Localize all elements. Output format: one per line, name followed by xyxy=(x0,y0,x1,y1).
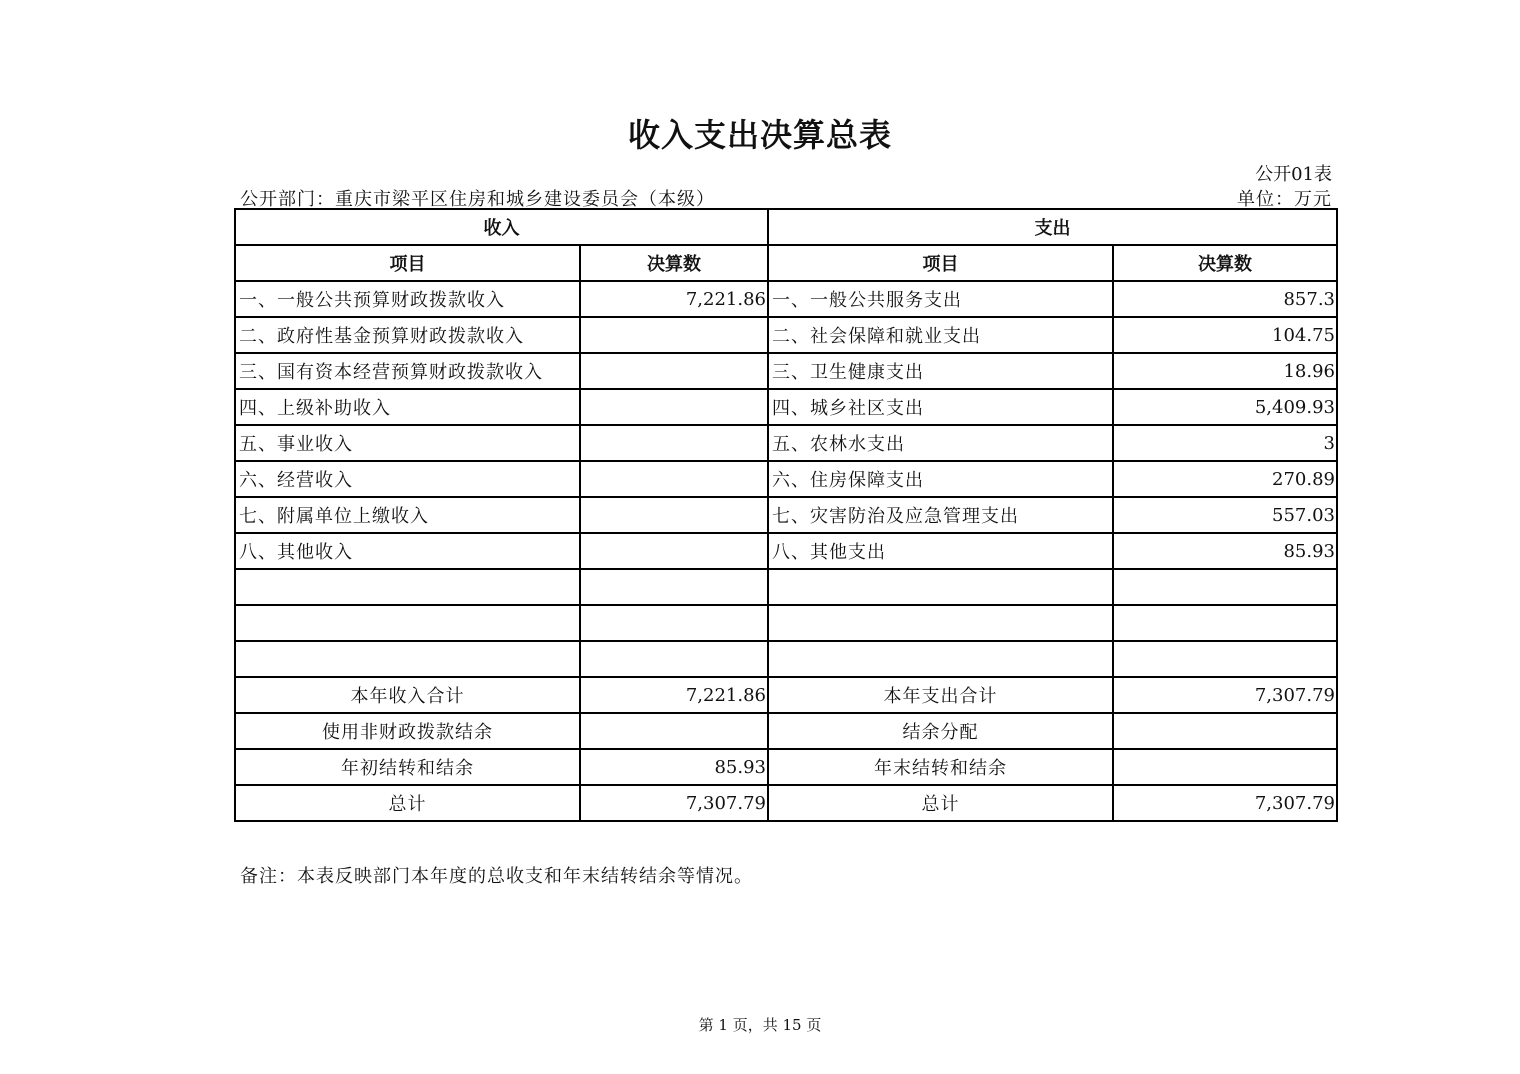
income-amount: 7,221.86 xyxy=(580,281,768,317)
summary-row xyxy=(235,677,1337,713)
balance-distribution-amount xyxy=(1113,713,1337,749)
expense-grand-total-label: 总计 xyxy=(768,785,1113,821)
expense-item: 六、住房保障支出 xyxy=(768,461,1113,497)
expense-amount xyxy=(1113,605,1337,641)
unit-label: 单位：万元 xyxy=(1237,189,1332,210)
expense-amount: 18.96 xyxy=(1113,353,1337,389)
income-amount xyxy=(580,533,768,569)
income-item: 五、事业收入 xyxy=(235,425,580,461)
expense-amount xyxy=(1113,569,1337,605)
expense-section-header: 支出 xyxy=(768,209,1337,245)
section-header-row xyxy=(235,209,1337,245)
income-item-header: 项目 xyxy=(235,245,580,281)
expense-grand-total-amount: 7,307.79 xyxy=(1113,785,1337,821)
income-grand-total-label: 总计 xyxy=(235,785,580,821)
page-title: 收入支出决算总表 xyxy=(627,116,892,154)
table-row xyxy=(235,461,1337,497)
income-amount xyxy=(580,605,768,641)
expense-amount: 270.89 xyxy=(1113,461,1337,497)
income-item: 一、一般公共预算财政拨款收入 xyxy=(235,281,580,317)
table-row xyxy=(235,317,1337,353)
department-label: 公开部门：重庆市梁平区住房和城乡建设委员会（本级） xyxy=(240,189,715,210)
expense-amount-header: 决算数 xyxy=(1113,245,1337,281)
expense-item: 三、卫生健康支出 xyxy=(768,353,1113,389)
expense-item: 七、灾害防治及应急管理支出 xyxy=(768,497,1113,533)
table-row xyxy=(235,353,1337,389)
income-amount xyxy=(580,317,768,353)
income-item xyxy=(235,641,580,677)
expense-item-header: 项目 xyxy=(768,245,1113,281)
income-total-amount: 7,221.86 xyxy=(580,677,768,713)
column-header-row xyxy=(235,245,1337,281)
table-row xyxy=(235,281,1337,317)
income-amount xyxy=(580,353,768,389)
non-fiscal-balance-label: 使用非财政拨款结余 xyxy=(235,713,580,749)
page-indicator: 第 1 页，共 15 页 xyxy=(698,1016,822,1034)
income-item: 二、政府性基金预算财政拨款收入 xyxy=(235,317,580,353)
income-item xyxy=(235,569,580,605)
table-note: 备注：本表反映部门本年度的总收支和年末结转结余等情况。 xyxy=(240,866,753,887)
expense-amount: 3 xyxy=(1113,425,1337,461)
expense-total-label: 本年支出合计 xyxy=(768,677,1113,713)
summary-row xyxy=(235,713,1337,749)
income-amount xyxy=(580,389,768,425)
income-amount-header: 决算数 xyxy=(580,245,768,281)
table-row xyxy=(235,533,1337,569)
income-grand-total-amount: 7,307.79 xyxy=(580,785,768,821)
expense-amount: 857.3 xyxy=(1113,281,1337,317)
balance-distribution-label: 结余分配 xyxy=(768,713,1113,749)
income-amount xyxy=(580,641,768,677)
expense-item xyxy=(768,605,1113,641)
expense-item xyxy=(768,641,1113,677)
form-number: 公开01表 xyxy=(1255,164,1332,185)
table-row xyxy=(235,641,1337,677)
opening-balance-amount: 85.93 xyxy=(580,749,768,785)
expense-item: 二、社会保障和就业支出 xyxy=(768,317,1113,353)
income-expense-table xyxy=(234,208,1338,822)
summary-row xyxy=(235,749,1337,785)
expense-item: 四、城乡社区支出 xyxy=(768,389,1113,425)
income-item: 四、上级补助收入 xyxy=(235,389,580,425)
income-item: 三、国有资本经营预算财政拨款收入 xyxy=(235,353,580,389)
expense-amount xyxy=(1113,641,1337,677)
table-row xyxy=(235,425,1337,461)
non-fiscal-balance-amount xyxy=(580,713,768,749)
expense-amount: 5,409.93 xyxy=(1113,389,1337,425)
income-section-header: 收入 xyxy=(235,209,768,245)
income-item: 七、附属单位上缴收入 xyxy=(235,497,580,533)
expense-total-amount: 7,307.79 xyxy=(1113,677,1337,713)
summary-row xyxy=(235,785,1337,821)
expense-amount: 557.03 xyxy=(1113,497,1337,533)
expense-item: 五、农林水支出 xyxy=(768,425,1113,461)
expense-amount: 85.93 xyxy=(1113,533,1337,569)
income-total-label: 本年收入合计 xyxy=(235,677,580,713)
opening-balance-label: 年初结转和结余 xyxy=(235,749,580,785)
income-amount xyxy=(580,497,768,533)
table-row xyxy=(235,497,1337,533)
income-amount xyxy=(580,461,768,497)
table-row xyxy=(235,605,1337,641)
expense-item: 八、其他支出 xyxy=(768,533,1113,569)
income-amount xyxy=(580,569,768,605)
expense-item xyxy=(768,569,1113,605)
income-amount xyxy=(580,425,768,461)
expense-item: 一、一般公共服务支出 xyxy=(768,281,1113,317)
table-row xyxy=(235,389,1337,425)
income-item xyxy=(235,605,580,641)
table-row xyxy=(235,569,1337,605)
closing-balance-amount xyxy=(1113,749,1337,785)
closing-balance-label: 年末结转和结余 xyxy=(768,749,1113,785)
income-item: 六、经营收入 xyxy=(235,461,580,497)
income-item: 八、其他收入 xyxy=(235,533,580,569)
expense-amount: 104.75 xyxy=(1113,317,1337,353)
